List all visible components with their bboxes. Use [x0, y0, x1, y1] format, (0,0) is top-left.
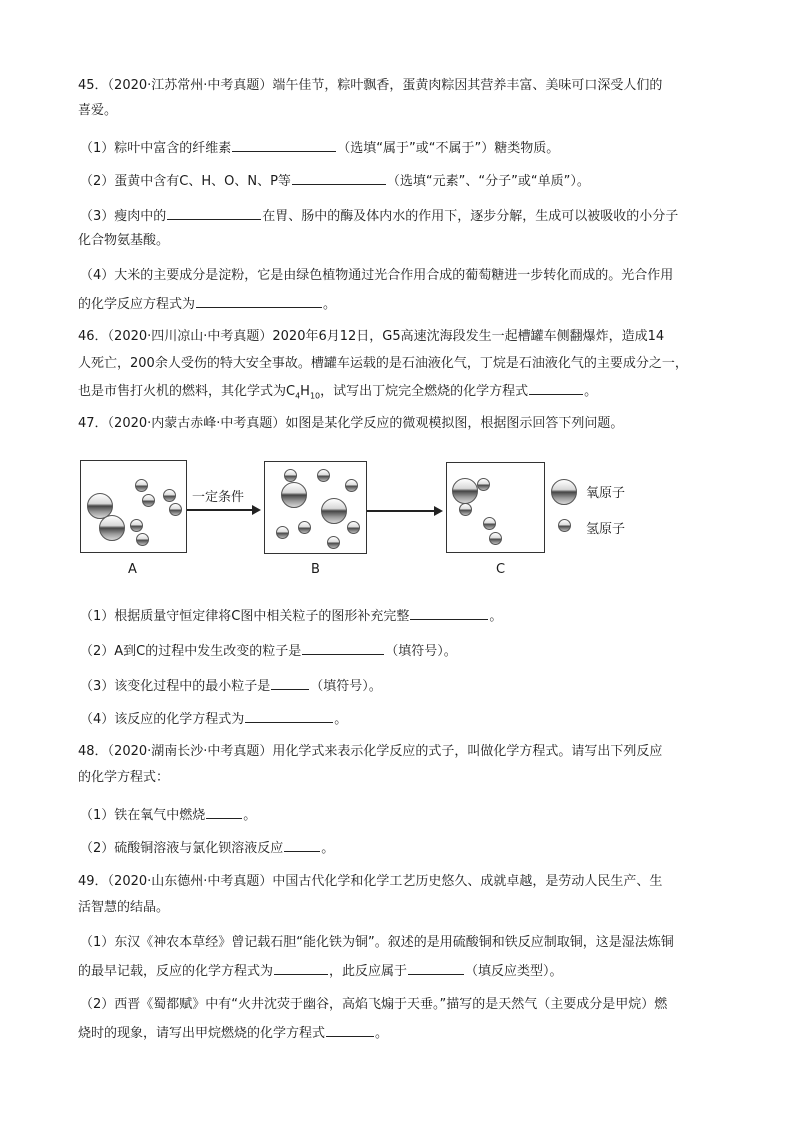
q45-part1 — [80, 137, 559, 159]
answer-blank[interactable] — [274, 960, 328, 975]
box-c — [446, 462, 545, 553]
q45-part2 — [80, 170, 590, 192]
answer-blank[interactable] — [408, 960, 464, 975]
q48-part1 — [80, 804, 256, 826]
answer-blank[interactable] — [302, 640, 384, 655]
box-a — [80, 460, 187, 553]
q47-part1-text-b: 。 — [489, 609, 503, 624]
hydrogen-atom — [163, 489, 176, 502]
answer-blank[interactable] — [206, 804, 242, 819]
q48-line2: 的化学方程式： — [78, 770, 170, 785]
q49-part1-line1: （1）东汉《神农本草经》曾记载石胆“能化铁为铜”。叙述的是用硫酸铜和铁反应制取铜，这是湿法炼铜 — [80, 935, 674, 950]
q47-stem: 47．（2020·内蒙古赤峰·中考真题）如图是某化学反应的微观模拟图，根据图示回答下列问题。 — [78, 416, 624, 431]
answer-blank[interactable] — [410, 605, 488, 620]
oxygen-atom — [452, 478, 478, 504]
legend-hydrogen-icon — [558, 519, 571, 532]
hydrogen-atom — [169, 503, 182, 516]
q46-text-b: ，试写出丁烷完全燃烧的化学方程式 — [320, 384, 529, 399]
answer-blank[interactable] — [284, 837, 320, 852]
hydrogen-atom — [327, 536, 340, 549]
hydrogen-atom — [136, 533, 149, 546]
q47-part2-text-b: （填符号）。 — [385, 644, 457, 659]
q45-part1-text-b: （选填“属于”或“不属于”）糖类物质。 — [337, 141, 560, 156]
legend-oxygen-label: 氧原子 — [586, 486, 626, 501]
q46-line1: 46．（2020·四川凉山·中考真题）2020年6月12日，G5高速沈海段发生一起槽罐车侧翻爆炸，造成14 — [78, 329, 665, 344]
q47-part3 — [80, 675, 382, 697]
q46-text-h: H — [300, 384, 310, 399]
q45-part4-line1: （4）大米的主要成分是淀粉，它是由绿色植物通过光合作用合成的葡萄糖进一步转化而成的。光合作用 — [80, 268, 674, 283]
q47-part1 — [80, 605, 502, 627]
hydrogen-atom — [298, 521, 311, 534]
q45-part2-text-b: （选填“元素”、“分子”或“单质”）。 — [386, 174, 590, 189]
q45-part3-text-a: （3）瘦肉中的 — [80, 209, 167, 224]
hydrogen-atom — [130, 519, 143, 532]
answer-blank[interactable] — [271, 675, 309, 690]
q47-part1-text-a: （1）根据质量守恒定律将C图中相关粒子的图形补充完整 — [80, 609, 410, 624]
q47-part4-text-a: （4）该反应的化学方程式为 — [80, 712, 245, 727]
oxygen-atom — [321, 498, 347, 524]
arrow-b-to-c — [367, 510, 435, 512]
q49-line2: 活智慧的结晶。 — [78, 900, 170, 915]
q47-part2 — [80, 640, 457, 662]
arrow-a-to-b — [187, 509, 253, 511]
box-c-label: C — [496, 562, 506, 577]
q45-part4-text-a: 的化学反应方程式为 — [78, 297, 196, 312]
q49-part2-text-b: 。 — [375, 1026, 389, 1041]
q47-part3-text-a: （3）该变化过程中的最小粒子是 — [80, 679, 271, 694]
q45-part2-text-a: （2）蛋黄中含有C、H、O、N、P等 — [80, 174, 291, 189]
q48-part2 — [80, 837, 334, 859]
reaction-diagram — [80, 455, 680, 585]
hydrogen-atom — [284, 469, 297, 482]
hydrogen-atom — [483, 517, 496, 530]
legend-oxygen-icon — [551, 479, 577, 505]
box-b — [264, 461, 367, 554]
hydrogen-atom — [317, 469, 330, 482]
hydrogen-atom — [459, 503, 472, 516]
q49-part2-line1: （2）西晋《蜀都赋》中有“火井沈荧于幽谷，高焰飞煽于天垂。”描写的是天然气（主要成分是甲烷）燃 — [80, 997, 668, 1012]
arrow-head-icon — [434, 506, 443, 516]
hydrogen-atom — [477, 478, 490, 491]
q46-sub-4: 4 — [295, 391, 301, 401]
arrow-head-icon — [252, 505, 261, 515]
q49-part1-line2 — [78, 960, 563, 982]
q46-text-c: 。 — [584, 384, 598, 399]
q45-part4-line2 — [78, 293, 336, 315]
legend-hydrogen-label: 氢原子 — [586, 522, 626, 537]
q46-line2: 人死亡，200余人受伤的特大安全事故。槽罐车运载的是石油液化气，丁烷是石油液化气的主要成分之一， — [78, 356, 688, 371]
q45-part3-line2: 化合物氨基酸。 — [78, 233, 170, 248]
q45-part3 — [80, 205, 678, 227]
q49-part1-text-b: ，此反应属于 — [329, 964, 408, 979]
q46-line3 — [78, 380, 597, 407]
hydrogen-atom — [135, 479, 148, 492]
q48-part2-text-a: （2）硫酸铜溶液与氯化钡溶液反应 — [80, 841, 284, 856]
box-b-label: B — [311, 562, 320, 577]
q48-part1-text-b: 。 — [243, 808, 257, 823]
hydrogen-atom — [345, 479, 358, 492]
q45-part3-text-b: 在胃、肠中的酶及体内水的作用下，逐步分解，生成可以被吸收的小分子 — [262, 209, 679, 224]
arrow-condition-label: 一定条件 — [192, 490, 245, 505]
answer-blank[interactable] — [292, 170, 386, 185]
answer-blank[interactable] — [326, 1022, 374, 1037]
q45-stem-line2: 喜爱。 — [78, 103, 118, 118]
q47-part4 — [80, 708, 347, 730]
oxygen-atom — [281, 482, 307, 508]
answer-blank[interactable] — [196, 293, 322, 308]
q45-part4-text-b: 。 — [323, 297, 337, 312]
oxygen-atom — [99, 515, 125, 541]
q46-text-a: 也是市售打火机的燃料，其化学式为C — [78, 384, 296, 399]
box-a-label: A — [128, 562, 137, 577]
q45-part1-text-a: （1）粽叶中富含的纤维素 — [80, 141, 232, 156]
hydrogen-atom — [347, 521, 360, 534]
q49-part1-text-c: （填反应类型）。 — [465, 964, 563, 979]
q49-part1-text-a: 的最早记载，反应的化学方程式为 — [78, 964, 274, 979]
q49-line1: 49．（2020·山东德州·中考真题）中国古代化学和化学工艺历史悠久、成就卓越，是劳动人民生产、生 — [78, 874, 663, 889]
answer-blank[interactable] — [232, 137, 336, 152]
answer-blank[interactable] — [529, 380, 583, 395]
hydrogen-atom — [489, 532, 502, 545]
q48-part2-text-b: 。 — [321, 841, 335, 856]
q49-part2-text-a: 烧时的现象，请写出甲烷燃烧的化学方程式 — [78, 1026, 326, 1041]
q46-sub-10: 10 — [309, 391, 321, 401]
q49-part2-line2 — [78, 1022, 388, 1044]
q47-part2-text-a: （2）A到C的过程中发生改变的粒子是 — [80, 644, 302, 659]
answer-blank[interactable] — [245, 708, 333, 723]
q48-part1-text-a: （1）铁在氧气中燃烧 — [80, 808, 206, 823]
answer-blank[interactable] — [167, 205, 261, 220]
q45-stem-line1: 45．（2020·江苏常州·中考真题）端午佳节，粽叶飘香，蛋黄肉粽因其营养丰富、美味可口深受人们的 — [78, 78, 663, 93]
q48-line1: 48．（2020·湖南长沙·中考真题）用化学式来表示化学反应的式子，叫做化学方程式。请写出下列反应 — [78, 744, 663, 759]
hydrogen-atom — [276, 526, 289, 539]
hydrogen-atom — [142, 494, 155, 507]
q47-part3-text-b: （填符号）。 — [310, 679, 382, 694]
q47-part4-text-b: 。 — [334, 712, 348, 727]
